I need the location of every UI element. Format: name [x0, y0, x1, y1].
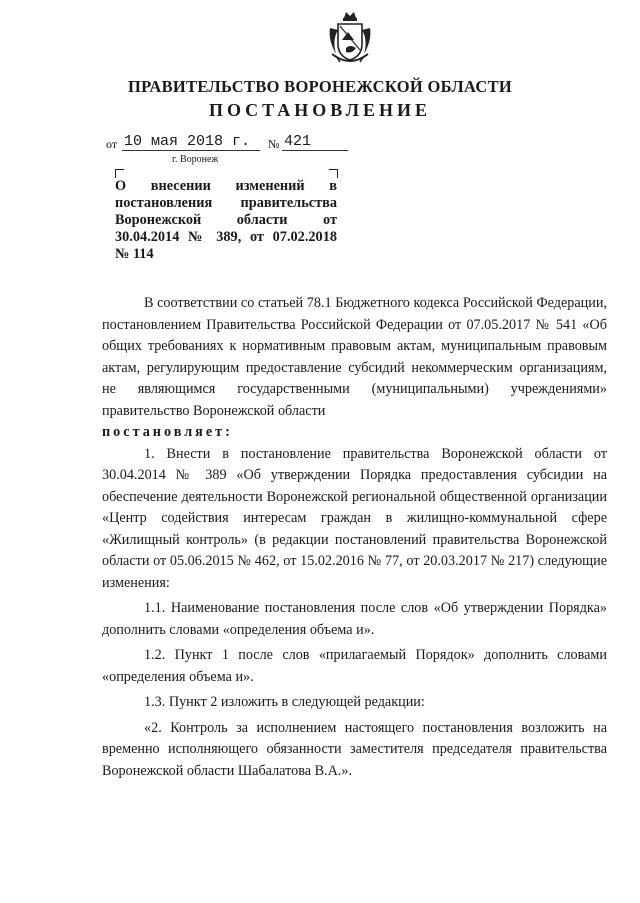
bracket-left	[115, 169, 124, 178]
item-paragraph: «2. Контроль за исполнением настоящего постановления возложить на временно исполняющего обязанности заместителя председателя правительства Воронежской области Шабалатова В.А.».	[102, 719, 607, 779]
city-label: г. Воронеж	[172, 154, 219, 165]
document-subject	[115, 178, 337, 263]
item-paragraph: 1.2. Пункт 1 после слов «прилагаемый Порядок» дополнить словами «определения объема и».	[102, 647, 607, 685]
document-date: 10 мая 2018 г.	[124, 133, 251, 150]
subject-line: 30.04.2014 № 389, от 07.02.2018	[115, 229, 337, 245]
number-prefix: №	[268, 137, 280, 151]
subject-line: О внесении изменений в	[115, 178, 337, 194]
subject-line: № 114	[115, 246, 154, 262]
coat-of-arms-emblem	[326, 10, 374, 66]
date-underline	[122, 150, 260, 151]
subject-line: постановления правительства	[115, 195, 337, 211]
decree-word: постановляет:	[102, 424, 233, 440]
date-prefix: от	[106, 137, 118, 151]
item-paragraph: 1. Внести в постановление правительства Воронежской области от 30.04.2014 № 389 «Об утверждении Порядка предоставления субсидии на обеспечение деятельности Воронежской региональной общественной организации «Центр содействия интересам граждан в жилищно-коммунальной сфере «Жилищный контроль» (в редакции постановлений правительства Воронежской области от 05.06.2015 № 462, от 15.02.2016 № 77, от 20.03.2017 № 217) следующие изменения:	[102, 445, 607, 591]
subject-line: Воронежской области от	[115, 212, 337, 228]
item-paragraph: 1.3. Пункт 2 изложить в следующей редакции:	[144, 694, 425, 710]
number-underline	[282, 150, 348, 151]
preamble-paragraph: В соответствии со статьей 78.1 Бюджетного кодекса Российской Федерации, постановлением Правительства Российской Федерации от 07.05.2017 № 541 «Об общих требованиях к нормативным правовым актам, муниципальным правовым актам, регулирующим предоставление субсидий некоммерческим организациям, не являющимся государственными (муниципальными) учреждениями» правительство Воронежской области	[102, 295, 607, 419]
bracket-right	[329, 169, 338, 178]
document-body	[102, 293, 607, 782]
organization-title: ПРАВИТЕЛЬСТВО ВОРОНЕЖСКОЙ ОБЛАСТИ	[127, 77, 513, 96]
document-type-title: ПОСТАНОВЛЕНИЕ	[208, 100, 432, 120]
document-number: 421	[284, 133, 312, 150]
item-paragraph: 1.1. Наименование постановления после слов «Об утверждении Порядка» дополнить словами «определения объема и».	[102, 600, 607, 638]
